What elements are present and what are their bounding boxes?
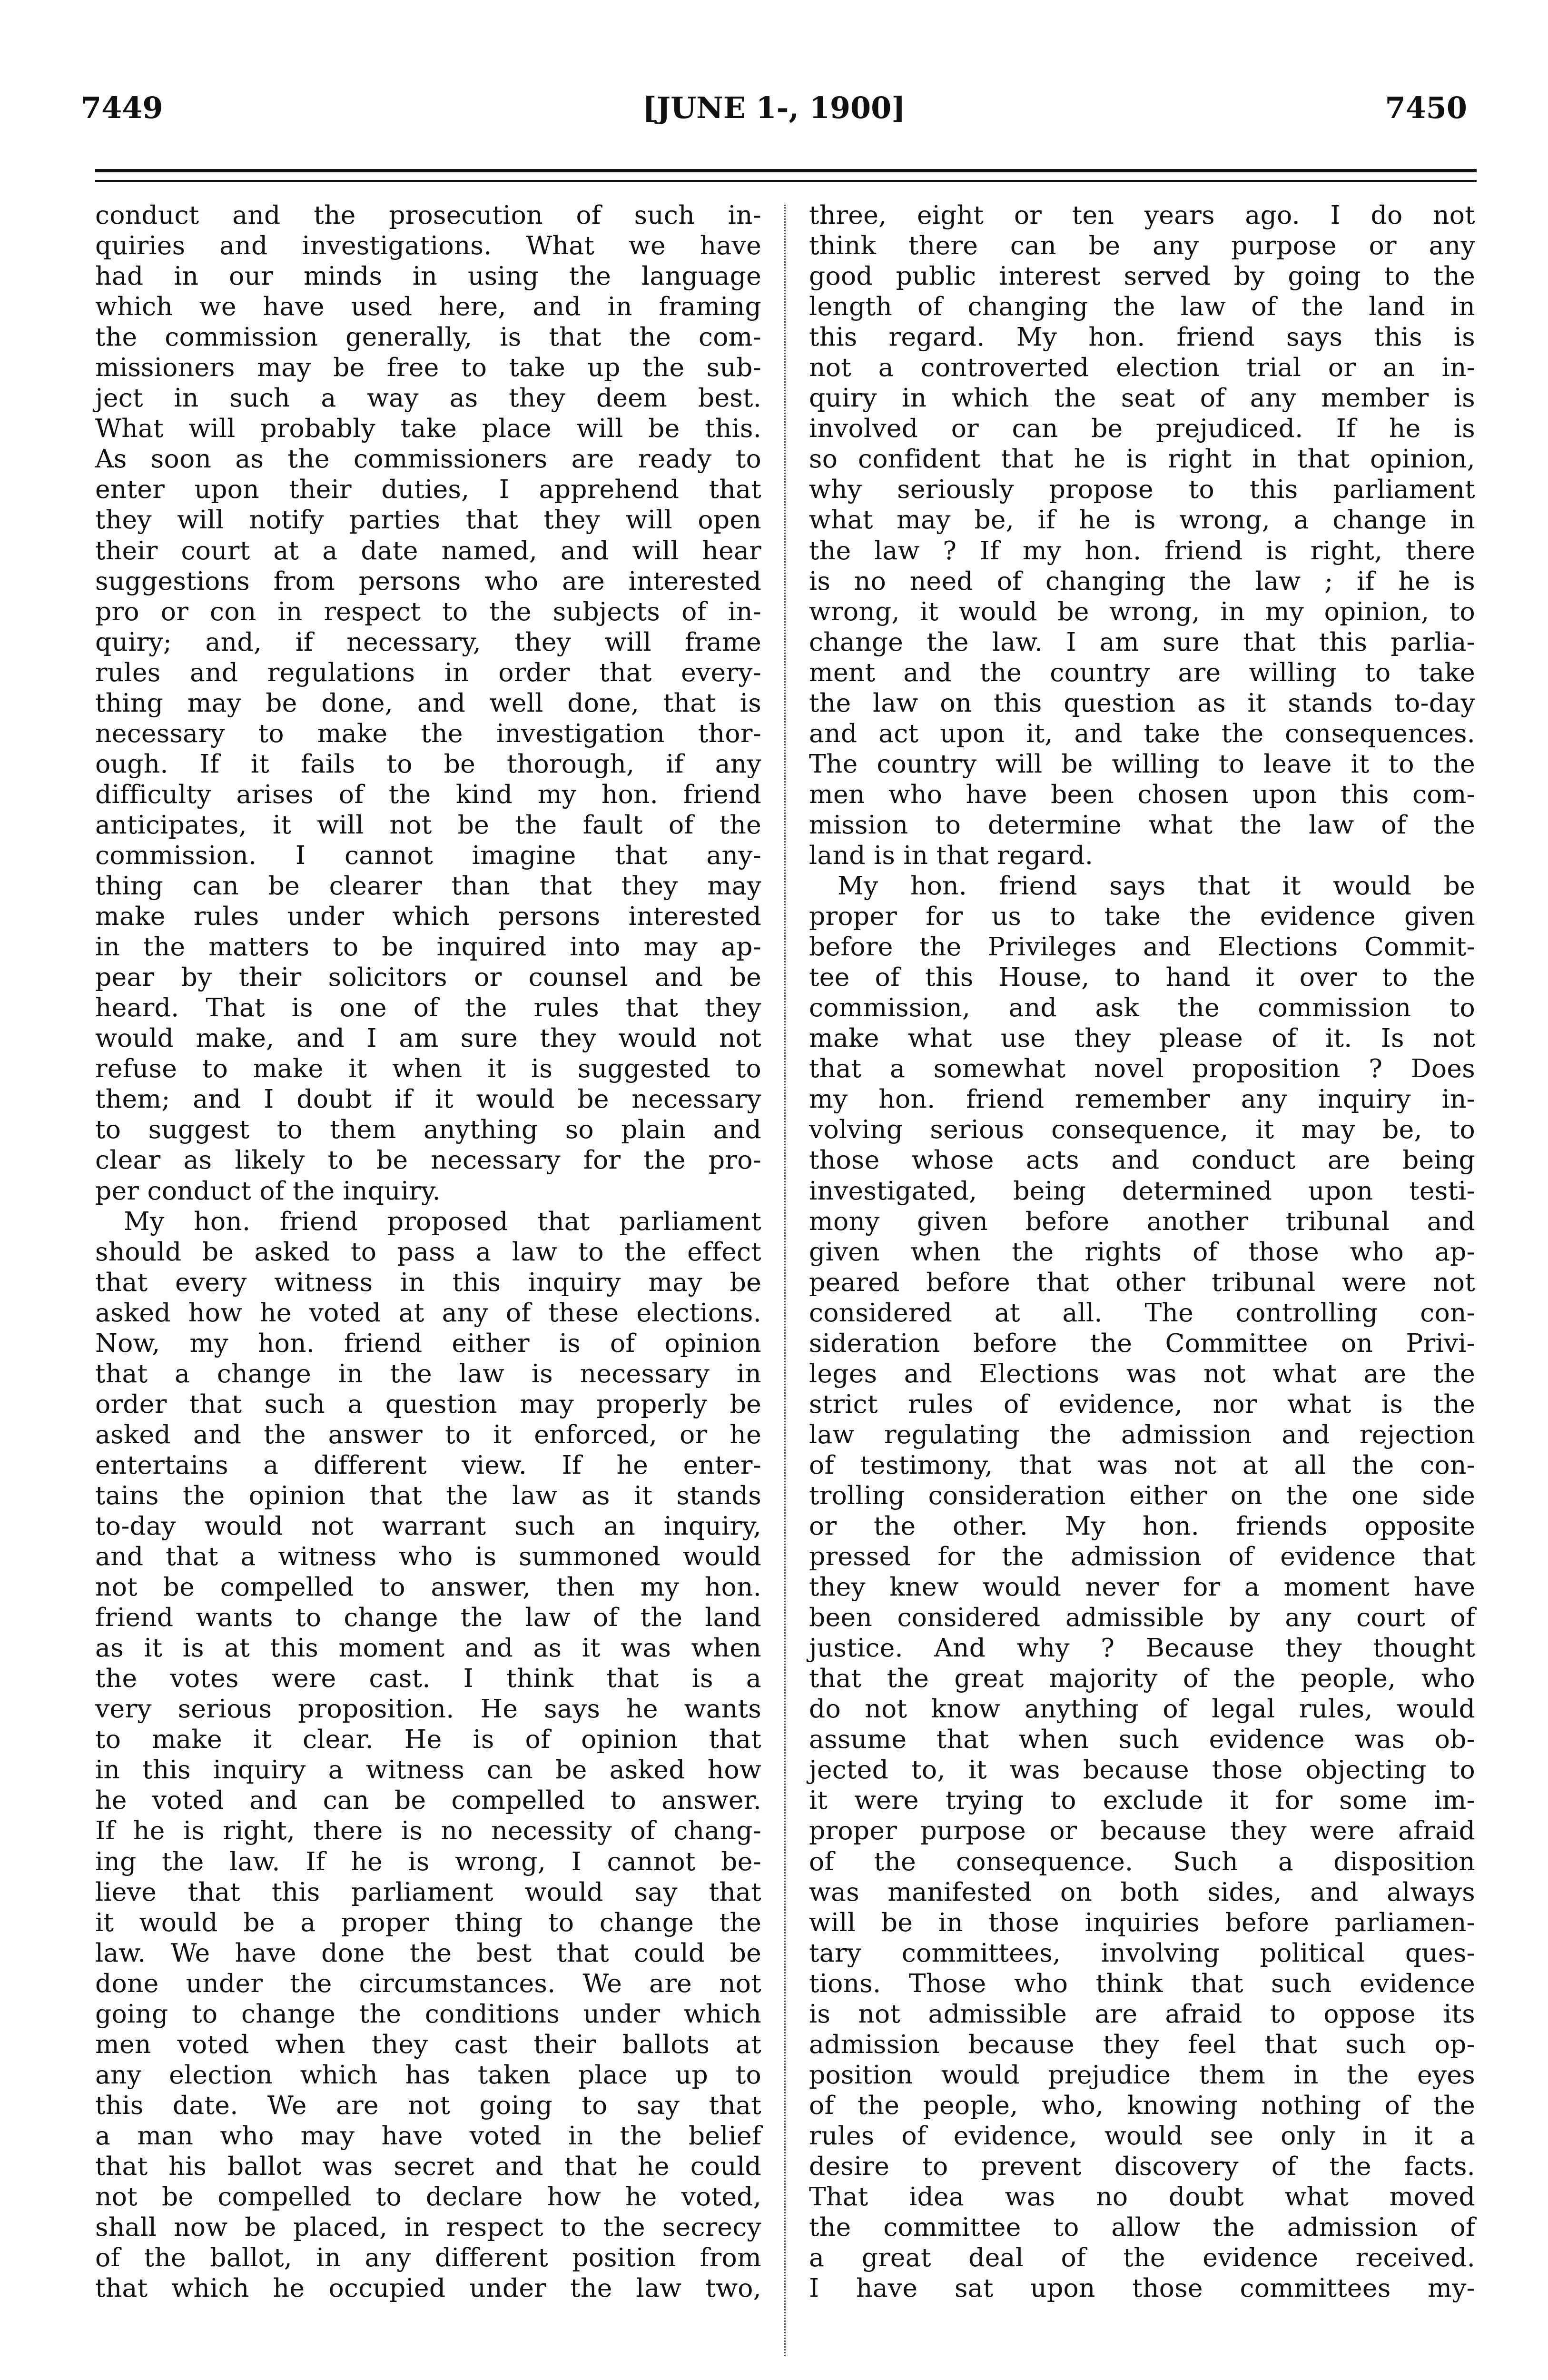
text-line: wrong, it would be wrong, in my opinion, to [809,596,1475,626]
text-line: the law on this question as it stands to-day [809,687,1475,718]
right-column [809,200,1475,2303]
column-divider [784,205,786,2356]
text-line: not a controverted election trial or an in- [809,352,1475,383]
header-rule-thin [95,180,1477,182]
text-line: a great deal of the evidence received. [809,2242,1475,2273]
text-line: pro or con in respect to the subjects of in- [95,596,761,626]
text-line: those whose acts and conduct are being [809,1145,1475,1175]
text-line: it were trying to exclude it for some im- [809,1785,1475,1815]
text-line: law. We have done the best that could be [95,1937,761,1968]
text-line: it would be a proper thing to change the [95,1907,761,1937]
text-line: ough. If it fails to be thorough, if any [95,748,761,779]
text-line: ment and the country are willing to take [809,657,1475,687]
text-line: commission. I cannot imagine that any- [95,840,761,870]
text-line: leges and Elections was not what are the [809,1358,1475,1388]
text-line: sideration before the Committee on Privi- [809,1328,1475,1358]
text-line: trolling consideration either on the one side [809,1480,1475,1510]
text-line: enter upon their duties, I apprehend that [95,474,761,505]
text-line: conduct and the prosecution of such in- [95,200,761,230]
text-line: thing may be done, and well done, that is [95,687,761,718]
text-line: jected to, it was because those objecting to [809,1755,1475,1785]
text-line: pressed for the admission of evidence that [809,1541,1475,1572]
text-line: in the matters to be inquired into may ap- [95,932,761,962]
text-line: What will probably take place will be this. [95,413,761,444]
text-line: that which he occupied under the law two, [95,2273,761,2303]
text-line: which we have used here, and in framing [95,291,761,322]
text-line: the law ? If my hon. friend is right, there [809,535,1475,565]
text-line: ject in such a way as they deem best. [95,383,761,413]
text-line: of the consequence. Such a disposition [809,1846,1475,1876]
text-line: My hon. friend says that it would be [838,871,1475,901]
text-line: that a change in the law is necessary in [95,1358,761,1388]
text-line: commission, and ask the commission to [809,992,1475,1023]
text-line: any election which has taken place up to [95,2059,761,2090]
text-line: strict rules of evidence, nor what is the [809,1388,1475,1419]
text-line: this regard. My hon. friend says this is [809,322,1475,352]
text-line: make rules under which persons interested [95,901,761,932]
text-line: asked how he voted at any of these elections. [95,1297,761,1328]
text-line: Now, my hon. friend either is of opinion [95,1328,761,1358]
text-line: not be compelled to answer, then my hon. [95,1572,761,1602]
text-line: entertains a different view. If he enter- [95,1449,761,1480]
text-line: that every witness in this inquiry may be [95,1267,761,1297]
text-columns [95,200,1479,2370]
text-line: in this inquiry a witness can be asked how [95,1755,761,1785]
text-line: considered at all. The controlling con- [809,1297,1475,1328]
text-line: good public interest served by going to the [809,261,1475,291]
text-line: not be compelled to declare how he voted, [95,2182,761,2212]
text-line: the votes were cast. I think that is a [95,1663,761,1694]
text-line: proper purpose or because they were afraid [809,1815,1475,1846]
text-line: done under the circumstances. We are not [95,1968,761,1998]
text-line: necessary to make the investigation thor- [95,718,761,748]
text-line: of the people, who, knowing nothing of the [809,2090,1475,2120]
text-line: order that such a question may properly be [95,1388,761,1419]
text-line: of testimony, that was not at all the con- [809,1449,1475,1480]
text-line: law regulating the admission and rejection [809,1419,1475,1449]
text-line: they will notify parties that they will open [95,505,761,535]
text-line: refuse to make it when it is suggested to [95,1053,761,1084]
text-line: admission because they feel that such op- [809,2029,1475,2059]
text-line: suggestions from persons who are interested [95,565,761,596]
text-line: mony given before another tribunal and [809,1206,1475,1236]
text-line: do not know anything of legal rules, would [809,1694,1475,1724]
text-line: My hon. friend proposed that parliament [124,1206,761,1236]
text-line: the committee to allow the admission of [809,2212,1475,2242]
left-page-number: 7449 [81,90,163,125]
text-line: is not admissible are afraid to oppose its [809,1998,1475,2029]
text-line: shall now be placed, in respect to the secrecy [95,2212,761,2242]
text-line: length of changing the law of the land in [809,291,1475,322]
text-line: ing the law. If he is wrong, I cannot be- [95,1846,761,1876]
text-line: rules and regulations in order that every- [95,657,761,687]
text-line: clear as likely to be necessary for the pro- [95,1145,761,1175]
text-line: If he is right, there is no necessity of chang- [95,1815,761,1846]
text-line: before the Privileges and Elections Commit- [809,932,1475,962]
text-line: had in our minds in using the language [95,261,761,291]
left-column [95,200,761,2303]
text-line: and that a witness who is summoned would [95,1541,761,1572]
text-line: As soon as the commissioners are ready to [95,444,761,474]
text-line: to-day would not warrant such an inquiry, [95,1511,761,1541]
text-line: lieve that this parliament would say that [95,1876,761,1907]
text-line: of the ballot, in any different position from [95,2242,761,2273]
text-line: missioners may be free to take up the sub- [95,352,761,383]
text-line: and act upon it, and take the consequences. [809,718,1475,748]
text-line: think there can be any purpose or any [809,230,1475,261]
text-line: been considered admissible by any court of [809,1602,1475,1633]
text-line: them; and I doubt if it would be necessary [95,1084,761,1114]
text-line: peared before that other tribunal were not [809,1267,1475,1297]
text-line: per conduct of the inquiry. [95,1175,441,1206]
text-line: will be in those inquiries before parliamen- [809,1907,1475,1937]
text-line: he voted and can be compelled to answer. [95,1785,761,1815]
text-line: the commission generally, is that the com- [95,322,761,352]
text-line: to make it clear. He is of opinion that [95,1724,761,1755]
text-line: rules of evidence, would see only in it a [809,2120,1475,2151]
page-date: [JUNE 1-, 1900] [642,90,906,125]
text-line: this date. We are not going to say that [95,2090,761,2120]
text-line: that the great majority of the people, who [809,1663,1475,1694]
page-header [76,90,1472,133]
text-line: desire to prevent discovery of the facts. [809,2151,1475,2181]
text-line: volving serious consequence, it may be, to [809,1114,1475,1145]
text-line: given when the rights of those who ap- [809,1236,1475,1267]
text-line: should be asked to pass a law to the effect [95,1236,761,1267]
text-line: going to change the conditions under which [95,1998,761,2029]
text-line: very serious proposition. He says he wants [95,1694,761,1724]
text-line: to suggest to them anything so plain and [95,1114,761,1145]
text-line: is no need of changing the law ; if he is [809,565,1475,596]
text-line: men who have been chosen upon this com- [809,779,1475,809]
text-line: involved or can be prejudiced. If he is [809,413,1475,444]
text-line: heard. That is one of the rules that they [95,992,761,1023]
text-line: change the law. I am sure that this parlia- [809,626,1475,657]
text-line: tions. Those who think that such evidence [809,1968,1475,1998]
header-rule-thick [95,169,1477,172]
text-line: tee of this House, to hand it over to the [809,962,1475,992]
text-line: quiries and investigations. What we have [95,230,761,261]
text-line: that his ballot was secret and that he could [95,2151,761,2181]
text-line: pear by their solicitors or counsel and be [95,962,761,992]
text-line: as it is at this moment and as it was when [95,1633,761,1663]
text-line: they knew would never for a moment have [809,1572,1475,1602]
text-line: three, eight or ten years ago. I do not [809,200,1475,230]
text-line: friend wants to change the law of the land [95,1602,761,1633]
text-line: thing can be clearer than that they may [95,871,761,901]
text-line: mission to determine what the law of the [809,809,1475,840]
text-line: was manifested on both sides, and always [809,1876,1475,1907]
text-line: land is in that regard. [809,840,1094,870]
text-line: a man who may have voted in the belief [95,2120,761,2151]
text-line: so confident that he is right in that opinion, [809,444,1475,474]
text-line: assume that when such evidence was ob- [809,1724,1475,1755]
text-line: position would prejudice them in the eyes [809,2059,1475,2090]
text-line: That idea was no doubt what moved [809,2182,1475,2212]
text-line: men voted when they cast their ballots at [95,2029,761,2059]
text-line: my hon. friend remember any inquiry in- [809,1084,1475,1114]
text-line: tary committees, involving political ques- [809,1937,1475,1968]
text-line: make what use they please of it. Is not [809,1023,1475,1053]
text-line: their court at a date named, and will hear [95,535,761,565]
text-line: what may be, if he is wrong, a change in [809,505,1475,535]
text-line: quiry; and, if necessary, they will frame [95,626,761,657]
text-line: quiry in which the seat of any member is [809,383,1475,413]
text-line: why seriously propose to this parliament [809,474,1475,505]
text-line: I have sat upon those committees my- [809,2273,1475,2303]
text-line: would make, and I am sure they would not [95,1023,761,1053]
text-line: anticipates, it will not be the fault of the [95,809,761,840]
text-line: investigated, being determined upon testi- [809,1175,1475,1206]
text-line: difficulty arises of the kind my hon. friend [95,779,761,809]
text-line: proper for us to take the evidence given [809,901,1475,932]
text-line: tains the opinion that the law as it stands [95,1480,761,1510]
text-line: that a somewhat novel proposition ? Does [809,1053,1475,1084]
text-line: asked and the answer to it enforced, or he [95,1419,761,1449]
text-line: or the other. My hon. friends opposite [809,1511,1475,1541]
text-line: justice. And why ? Because they thought [809,1633,1475,1663]
text-line: The country will be willing to leave it to the [809,748,1475,779]
right-page-number: 7450 [1385,90,1467,125]
